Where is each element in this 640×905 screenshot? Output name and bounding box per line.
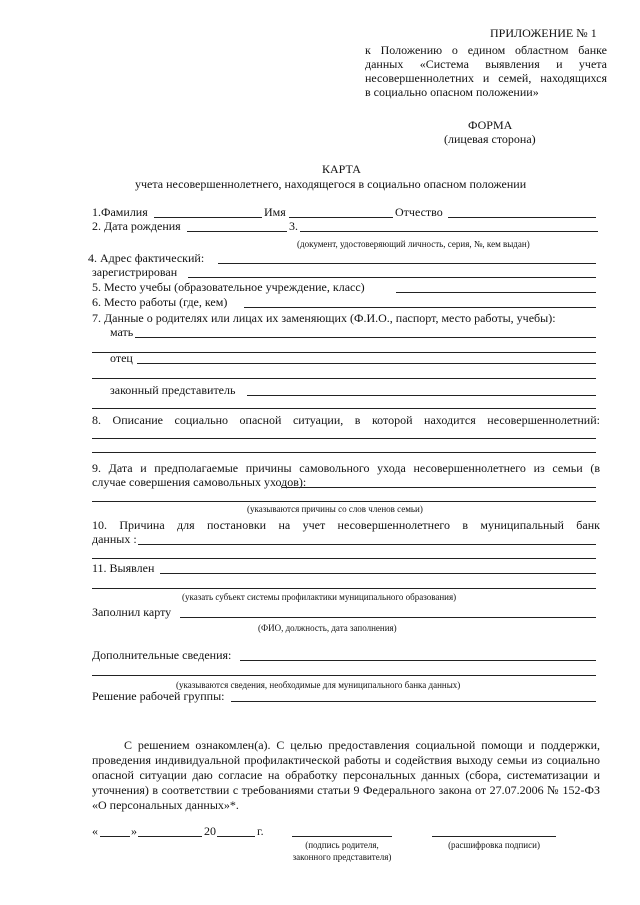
runaway-label-1: 9. Дата и предполагаемые причины самовольного ухода несовершеннолетнего из семьи (в [92,461,600,475]
name-field[interactable] [289,217,393,218]
registration-reason-label-1: 10. Причина для постановки на учет несовершеннолетнего в муниципальный банк [92,518,600,532]
runaway-field[interactable] [282,487,596,488]
address-actual-field[interactable] [218,263,596,264]
appendix-text-1: к Положению о едином областном банке [365,43,607,57]
date-year-prefix: 20 [204,824,216,838]
date-month-field[interactable] [138,836,202,837]
mother-field[interactable] [135,337,596,338]
detected-label: 11. Выявлен [92,561,155,575]
extra-info-hint: (указываются сведения, необходимые для муниципального банка данных) [176,680,461,690]
decision-label: Решение рабочей группы: [92,689,225,703]
father-field[interactable] [137,363,596,364]
filled-by-label: Заполнил карту [92,605,172,619]
id-doc-hint: (документ, удостоверяющий личность, серия, №, кем выдан) [297,239,530,249]
detected-field[interactable] [160,573,596,574]
mother-field-2[interactable] [92,352,596,353]
appendix-text-4: в социально опасном положении» [365,85,539,99]
form-side-label: (лицевая сторона) [444,132,536,146]
parents-label: 7. Данные о родителях или лицах их заменяющих (Ф.И.О., паспорт, место работы, учебы): [92,311,556,325]
legal-rep-field-2[interactable] [92,408,596,409]
father-label: отец [110,351,133,365]
work-field[interactable] [244,307,596,308]
study-label: 5. Место учебы (образовательное учреждение, класс) [92,280,365,294]
signature-field[interactable] [292,836,392,837]
extra-info-field-2[interactable] [92,675,596,676]
father-field-2[interactable] [92,378,596,379]
card-title: КАРТА [322,162,361,176]
runaway-field-2[interactable] [92,501,596,502]
birthdate-label: 2. Дата рождения [92,219,181,233]
signature-hint-1: (подпись родителя, [305,840,379,850]
date-year-suffix: г. [257,824,264,838]
situation-field[interactable] [92,438,596,439]
date-close-quote: » [131,824,137,838]
patronymic-field[interactable] [448,217,596,218]
patronymic-label: Отчество [395,205,443,219]
decision-field[interactable] [231,701,596,702]
work-label: 6. Место работы (где, кем) [92,295,228,309]
mother-label: мать [110,325,134,339]
date-day-field[interactable] [100,836,130,837]
runaway-hint: (указываются причины со слов членов семьи) [247,504,423,514]
birthdate-field[interactable] [187,231,287,232]
date-open-quote: « [92,824,98,838]
card-subtitle: учета несовершеннолетнего, находящегося в социально опасном положении [135,177,527,191]
registration-reason-label-2: данных : [92,532,137,546]
appendix-text-2: данных «Система выявления и учета [365,57,607,71]
appendix-title: ПРИЛОЖЕНИЕ № 1 [490,26,597,40]
registration-reason-field-2[interactable] [92,558,596,559]
consent-paragraph: С решением ознакомлен(а). С целью предоставления социальной помощи и поддержки, проведения индивидуальной профилактической работы и содействия выходу семьи из социально опасной ситуации даю согласие на обработку персональных данных (сбора, систематизации и уточнения) в соответствии с требованиями статьи 9 Федерального закона от 27.07.2006 № 152-ФЗ «О персональных данных»*. [92,738,600,812]
date-year-field[interactable] [217,836,255,837]
study-field[interactable] [396,292,596,293]
filled-by-field[interactable] [180,617,596,618]
extra-info-label: Дополнительные сведения: [92,648,232,662]
id-doc-label: 3. [289,219,298,233]
name-label: Имя [264,205,286,219]
extra-info-field[interactable] [240,660,596,661]
registered-field[interactable] [188,277,596,278]
situation-field-2[interactable] [92,452,596,453]
registered-label: зарегистрирован [92,265,178,279]
signature-decode-hint: (расшифровка подписи) [448,840,540,850]
runaway-label-2: случае совершения самовольных уходов): [92,475,307,489]
detected-field-2[interactable] [92,588,596,589]
signature-decode-field[interactable] [432,836,556,837]
id-doc-field[interactable] [300,231,598,232]
surname-label: 1.Фамилия [92,205,148,219]
surname-field[interactable] [154,217,262,218]
legal-rep-label: законный представитель [110,383,236,397]
registration-reason-field[interactable] [138,544,596,545]
signature-hint-2: законного представителя) [292,852,392,862]
form-label: ФОРМА [468,118,513,132]
address-actual-label: 4. Адрес фактический: [88,251,205,265]
filled-by-hint: (ФИО, должность, дата заполнения) [258,623,397,633]
detected-hint: (указать субъект системы профилактики муниципального образования) [182,592,457,602]
appendix-text-3: несовершеннолетних и семей, находящихся [365,71,607,85]
situation-label: 8. Описание социально опасной ситуации, в которой находится несовершеннолетний: [92,413,600,427]
legal-rep-field[interactable] [247,395,596,396]
